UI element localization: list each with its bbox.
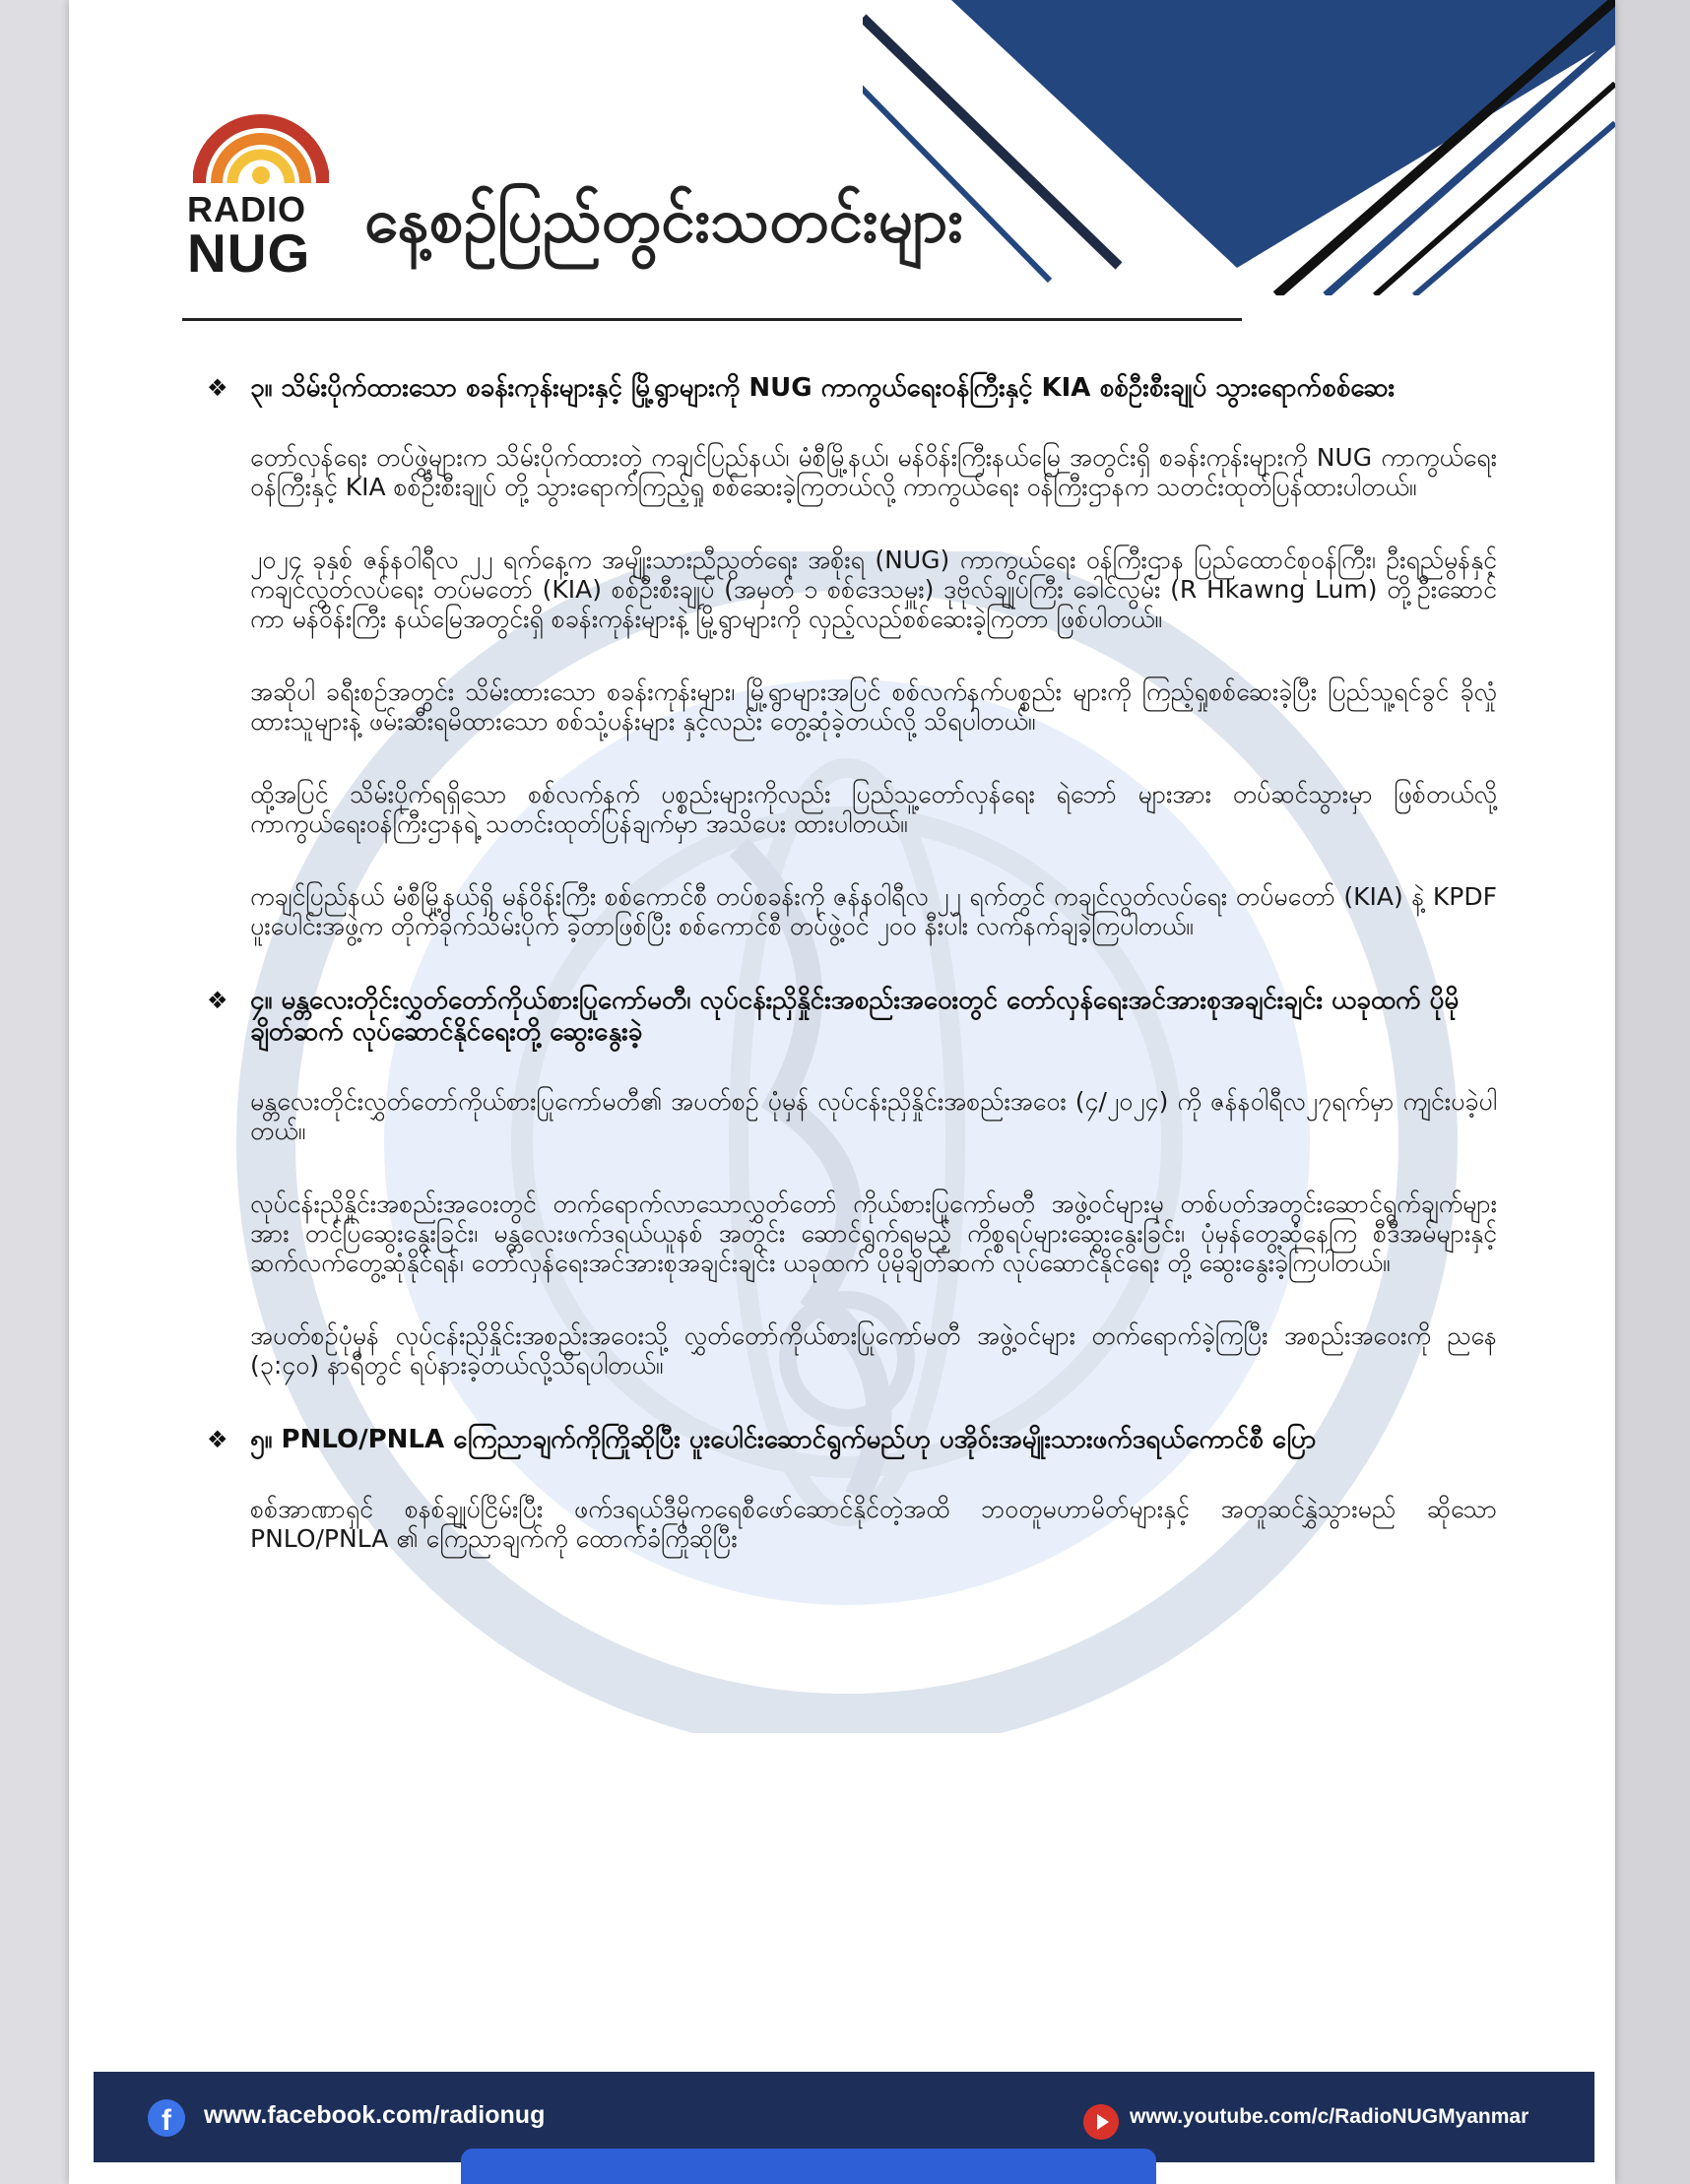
background-right: [1615, 0, 1690, 2184]
article-headline: [207, 372, 1497, 404]
facebook-link[interactable]: www.facebook.com/radionug: [204, 2101, 546, 2129]
footer-tab-decoration: [461, 2149, 1156, 2184]
article-headline: [207, 985, 1497, 1048]
header-decoration: [863, 0, 1615, 295]
article-paragraph: မန္တလေးတိုင်းလွှတ်တော်ကိုယ်စားပြုကော်မတီ၏ အပတ်စဉ် ပုံမှန် လုပ်ငန်းညှိနှိုင်းအစည်းအဝေး (၄/၂၀၂၄) ကို ဇန်နဝါရီလ၂၇ရက်မှာ ကျင်းပခဲ့ပါတယ်။: [250, 1087, 1497, 1145]
background-left: [0, 0, 69, 2184]
radio-waves-icon: [193, 106, 329, 185]
article-headline: [207, 1424, 1497, 1455]
logo-text-radio: RADIO: [187, 189, 306, 229]
headline-text: ၄။ မန္တလေးတိုင်းလွှတ်တော်ကိုယ်စားပြုကော်မတီ၊ လုပ်ငန်းညှိနှိုင်းအစည်းအဝေးတွင် တော်လှန်ရေးအင်အားစုအချင်းချင်း ယခုထက် ပိုမိုချိတ်ဆက် လုပ်ဆောင်နိုင်ရေးတို့ ဆွေးနွေးခဲ့: [250, 986, 1460, 1047]
article-paragraph: စစ်အာဏာရှင် စနစ်ချုပ်ငြိမ်းပြီး ဖက်ဒရယ်ဒီမိုကရေစီဖော်ဆောင်နိုင်တဲ့အထိ ဘဝတူမဟာမိတ်များနှင့် အတူဆင်နွှဲသွားမည် ဆိုသော PNLO/PNLA ၏ ကြေညာချက်ကို ထောက်ခံကြိုဆိုပြီး: [250, 1495, 1497, 1553]
article-1: [207, 372, 1497, 941]
diamond-bullet-icon: ❖: [207, 987, 228, 1014]
diamond-bullet-icon: ❖: [207, 1426, 228, 1453]
page-title: နေ့စဉ်ပြည်တွင်းသတင်းများ: [364, 184, 964, 256]
headline-text: ၅။ PNLO/PNLA ကြေညာချက်ကိုကြိုဆိုပြီး ပူးပေါင်းဆောင်ရွက်မည်ဟု ပအိုဝ်းအမျိုးသားဖက်ဒရယ်ကောင်စီ ပြော: [250, 1425, 1317, 1454]
article-2: [207, 985, 1497, 1381]
article-paragraph: အပတ်စဉ်ပုံမှန် လုပ်ငန်းညှိနှိုင်းအစည်းအဝေးသို့ လွှတ်တော်ကိုယ်စားပြုကော်မတီ အဖွဲ့ဝင်များ တက်ရောက်ခဲ့ကြပြီး အစည်းအဝေးကို ညနေ (၃:၄၀) နာရီတွင် ရပ်နားခဲ့တယ်လို့သိရပါတယ်။: [250, 1321, 1497, 1380]
headline-text: ၃။ သိမ်းပိုက်ထားသော စခန်းကုန်းများနှင့် မြို့ရွာများကို NUG ကာကွယ်ရေးဝန်ကြီးနှင့် KIA စစ်ဦးစီးချုပ် သွားရောက်စစ်ဆေး: [250, 373, 1396, 403]
article-paragraph: အဆိုပါ ခရီးစဉ်အတွင်း သိမ်းထားသော စခန်းကုန်းများ၊ မြို့ရွာများအပြင် စစ်လက်နက်ပစ္စည်း များကို ကြည့်ရှုစစ်ဆေးခဲ့ပြီး ပြည်သူ့ရင်ခွင် ခိုလှုံထားသူများနဲ့ ဖမ်းဆီးရမိထားသော စစ်သုံ့ပန်းများ နှင့်လည်း တွေ့ဆုံခဲ့တယ်လို့ သိရပါတယ်။: [250, 677, 1497, 736]
article-paragraph: ထို့အပြင် သိမ်းပိုက်ရရှိသော စစ်လက်နက် ပစ္စည်းများကိုလည်း ပြည်သူ့တော်လှန်ရေး ရဲဘော် များအား တပ်ဆင်သွားမှာ ဖြစ်တယ်လို့ ကာကွယ်ရေးဝန်ကြီးဌာနရဲ့ သတင်းထုတ်ပြန်ချက်မှာ အသိပေး ထားပါတယ်။: [250, 780, 1497, 838]
article-paragraph: ကချင်ပြည်နယ် မံစီမြို့နယ်ရှိ မန်ဝိန်းကြီး စစ်ကောင်စီ တပ်စခန်းကို ဇန်နဝါရီလ ၂၂ ရက်တွင် ကချင်လွတ်လပ်ရေး တပ်မတော် (KIA) နဲ့ KPDF ပူးပေါင်းအဖွဲ့က တိုက်ခိုက်သိမ်းပိုက် ခဲ့တာဖြစ်ပြီး စစ်ကောင်စီ တပ်ဖွဲ့ဝင် ၂၀၀ နီးပါး လက်နက်ချခဲ့ကြပါတယ်။: [250, 882, 1497, 940]
youtube-link[interactable]: www.youtube.com/c/RadioNUGMyanmar: [1130, 2105, 1529, 2128]
article-paragraph: လုပ်ငန်းညှိနှိုင်းအစည်းအဝေးတွင် တက်ရောက်လာသောလွှတ်တော် ကိုယ်စားပြုကော်မတီ အဖွဲ့ဝင်များမှ တစ်ပတ်အတွင်းဆောင်ရွက်ချက်များအား တင်ပြဆွေးနွေးခြင်း၊ မန္တလေးဖက်ဒရယ်ယူနစ် အတွင်း ဆောင်ရွက်ရမည့် ကိစ္စရပ်များဆွေးနွေးခြင်း၊ ပုံမှန်တွေ့ဆုံနေကြ စီဒီအမ်များနှင့် ဆက်လက်တွေ့ဆုံနိုင်ရန်၊ တော်လှန်ရေးအင်အားစုအချင်းချင်း ယခုထက် ပိုမိုချိတ်ဆက် လုပ်ဆောင်နိုင်ရေး တို့ ဆွေးနွေးခဲ့ကြပါတယ်။: [250, 1189, 1497, 1277]
diamond-bullet-icon: ❖: [207, 374, 228, 402]
youtube-icon[interactable]: [1083, 2104, 1119, 2140]
article-paragraph: တော်လှန်ရေး တပ်ဖွဲ့များက သိမ်းပိုက်ထားတဲ့ ကချင်ပြည်နယ်၊ မံစီမြို့နယ်၊ မန်ဝိန်းကြီးနယ်မြေ အတွင်းရှိ စခန်းကုန်းများကို NUG ကာကွယ်ရေးဝန်ကြီးနှင့် KIA စစ်ဦးစီးချုပ် တို့ သွားရောက်ကြည့်ရှု စစ်ဆေးခဲ့ကြတယ်လို့ ကာကွယ်ရေး ဝန်ကြီးဌာနက သတင်းထုတ်ပြန်ထားပါတယ်။: [250, 443, 1497, 501]
facebook-icon[interactable]: f: [148, 2099, 185, 2137]
document-page: [69, 0, 1615, 2184]
logo-text-nug: NUG: [187, 223, 311, 284]
header-divider: [182, 318, 1242, 321]
radio-nug-logo: [187, 106, 335, 284]
article-paragraph: ၂၀၂၄ ခုနှစ် ဇန်နဝါရီလ ၂၂ ရက်နေ့က အမျိုးသားညီညွတ်ရေး အစိုးရ (NUG) ကာကွယ်ရေး ဝန်ကြီးဌာန ပြည်ထောင်စုဝန်ကြီး၊ ဦးရည်မွန်နှင့် ကချင်လွတ်လပ်ရေး တပ်မတော် (KIA) စစ်ဦးစီးချုပ် (အမှတ် ၁ စစ်ဒေသမှူး) ဒုဗိုလ်ချုပ်ကြီး ခေါင်လွမ်း (R Hkawng Lum) တို့ဦးဆောင်ကာ မန်ဝိန်းကြီး နယ်မြေအတွင်းရှိ စခန်းကုန်းများနဲ့ မြို့ရွာများကို လှည့်လည်စစ်ဆေးခဲ့ကြတာ ဖြစ်ပါတယ်။: [250, 546, 1497, 633]
news-content: [207, 372, 1497, 1597]
article-3: [207, 1424, 1497, 1554]
